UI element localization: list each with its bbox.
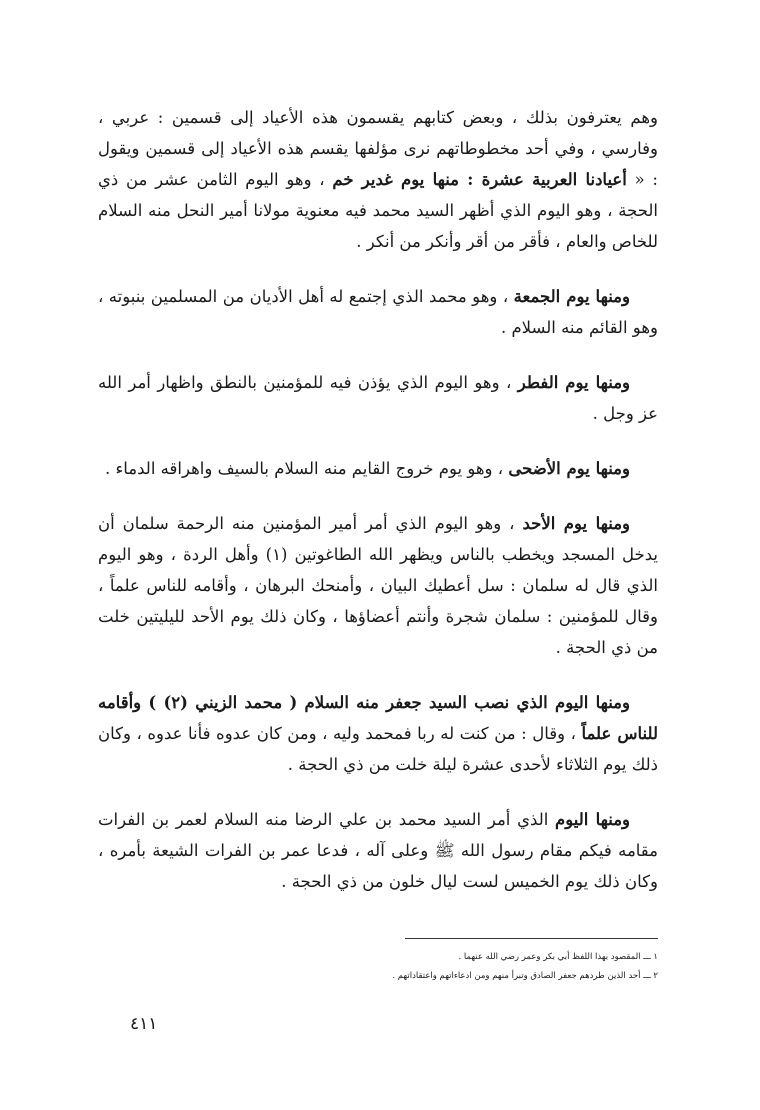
paragraph-1 <box>98 102 658 257</box>
text-segment: وهم يعترفون بذلك ، وبعض كتابهم يقسمون هذه الأعياد إلى قسمين : عربي ، وفارسي ، وفي أحد مخطوطاتهم نرى مؤلفها يقسم هذه الأعياد إلى قسمين ويقول : « <box>98 108 658 189</box>
paragraph-5 <box>98 508 658 663</box>
footnote-1: ١ ـــ المقصود بهذا اللفظ أبي بكر وعمر رضي الله عنهما . <box>458 952 658 962</box>
bold-heading: أعيادنا العربية عشرة : منها يوم غدير خم <box>332 170 627 189</box>
paragraph-4 <box>98 453 658 484</box>
bold-heading: ومنها يوم الأحد <box>522 514 631 533</box>
bold-heading: ومنها يوم الأضحى <box>508 459 630 478</box>
main-text <box>98 102 658 897</box>
paragraph-2 <box>98 281 658 343</box>
text-segment: ، وهو اليوم الذي أمر أمير المؤمنين منه الرحمة سلمان أن يدخل المسجد ويخطب بالناس ويظهر الله الطاغوتين (١) وأهل الردة ، وهو اليوم الذي قال له سلمان : سل أعطيك البيان ، وأمنحك البرهان ، وأقامه للناس علماً ، وقال للمؤمنين : سلمان شجرة وأنتم أعضاؤها ، وكان ذلك يوم الأحد لليليتين خلت من ذي الحجة . <box>98 514 658 657</box>
text-segment: ، وهو يوم خروج القايم منه السلام بالسيف واهراقه الدماء . <box>105 459 509 478</box>
paragraph-7 <box>98 804 658 897</box>
text-segment: ، وهو اليوم الثامن عشر من ذي الحجة ، وهو اليوم الذي أظهر السيد محمد فيه معنوية مولانا أمير النحل منه السلام للخاص والعام ، فأقر من أقر وأنكر من أنكر . <box>98 170 658 251</box>
text-segment: ، وهو اليوم الذي يؤذن فيه للمؤمنين بالنطق واظهار أمر الله عز وجل . <box>98 373 658 423</box>
bold-heading: ومنها يوم الجمعة <box>513 287 630 306</box>
text-segment: ، وهو محمد الذي إجتمع له أهل الأديان من المسلمين بنبوته ، وهو القائم منه السلام . <box>98 287 658 337</box>
footnote-divider <box>405 938 658 939</box>
text-segment: ، وقال : من كنت له ربا فمحمد وليه ، ومن كان عدوه فأنا عدوه ، وكان ذلك يوم الثلاثاء لأحدى عشرة ليلة خلت من ذي الحجة . <box>98 724 658 774</box>
bold-heading: ومنها اليوم الذي نصب السيد جعفر منه السلام ( محمد الزيني (٢) ) وأقامه للناس علماً <box>98 693 658 743</box>
paragraph-3 <box>98 367 658 429</box>
bold-heading: ومنها اليوم <box>555 810 631 829</box>
footnote-2: ٢ ـــ أحد الذين طردهم جعفر الصادق وتبرأ منهم ومن ادعاءاتهم واعتقاداتهم . <box>392 971 658 981</box>
bold-heading: ومنها يوم الفطر <box>517 373 630 392</box>
page-number: ٤١١ <box>130 1014 158 1034</box>
text-segment: الذي أمر السيد محمد بن علي الرضا منه السلام لعمر بن الفرات مقامه فيكم مقام رسول الله ﷺ وعلى آله ، فدعا عمر بن الفرات الشيعة بأمره ، وكان ذلك يوم الخميس لست ليال خلون من ذي الحجة . <box>98 810 658 891</box>
paragraph-6 <box>98 687 658 780</box>
footnotes <box>300 948 658 986</box>
